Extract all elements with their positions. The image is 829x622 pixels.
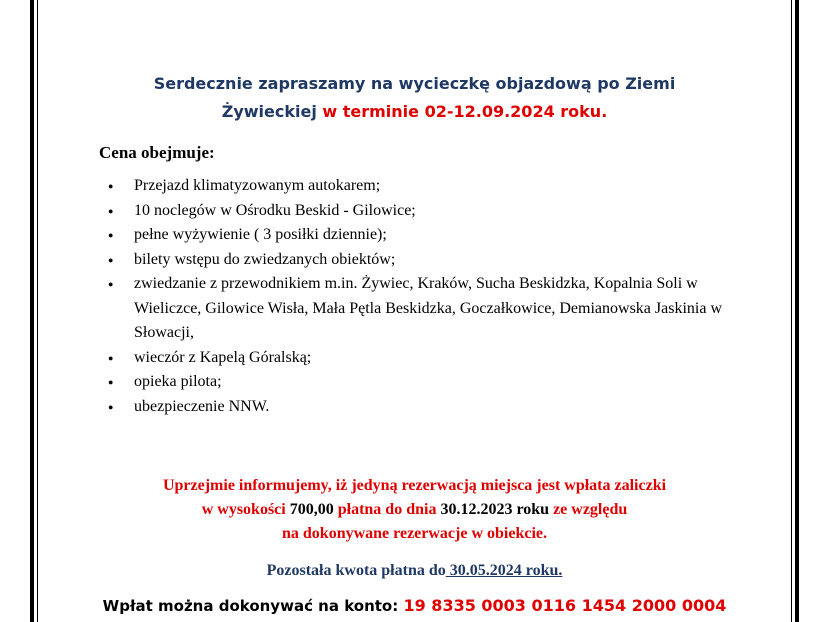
remaining-payment-text: Pozostała kwota płatna do [266,562,446,579]
invitation-heading-line2 [40,98,789,126]
reservation-notice-line1: Uprzejmie informujemy, iż jedyną rezerwacją miejsca jest wpłata zaliczki [162,477,667,494]
reservation-notice-line2 [40,498,789,522]
list-item: ● wieczór z Kapelą Góralską; [108,346,748,371]
deposit-deadline-prefix: płatna do dnia [333,501,441,518]
deposit-deadline-suffix: roku [512,501,550,518]
right-border-thick [795,0,799,622]
left-border-thin [37,0,38,622]
reservation-reason: ze względu [549,501,628,518]
bank-account-number: 19 8335 0003 0116 1454 2000 0004 [403,596,727,615]
invitation-heading-line1: Serdecznie zapraszamy na wycieczkę objazdową po Ziemi [153,74,676,93]
bank-account-line [40,593,789,619]
reservation-notice-line3: na dokonywane rezerwacje w obiekcie. [282,525,547,542]
invitation-region: Żywieckiej [221,102,317,121]
list-item: ● 10 noclegów w Ośrodku Beskid - Gilowice; [108,199,748,224]
trip-dates: w terminie 02-12.09.2024 roku. [316,102,608,121]
deposit-amount: 700,00 [289,501,334,518]
list-item: ● opieka pilota; [108,370,748,395]
left-border-thick [30,0,34,622]
list-item: ● pełne wyżywienie ( 3 posiłki dziennie); [108,223,748,248]
list-item: ● Przejazd klimatyzowanym autokarem; [108,174,748,199]
remaining-payment-date: 30.05.2024 roku. [445,562,563,579]
list-item: ● zwiedzanie z przewodnikiem m.in. Żywiec, Kraków, Sucha Beskidzka, Kopalnia Soli w Wieliczce, Gilowice Wisła, Mała Pętla Beskidzka, Goczałkowice, Demianowska Jaskinia w Słowacji, [108,272,748,346]
deposit-deadline: 30.12.2023 [440,501,513,518]
price-includes-label: Cena obejmuje: [99,143,215,162]
list-item: ● bilety wstępu do zwiedzanych obiektów; [108,248,748,273]
list-item: ● ubezpieczenie NNW. [108,395,748,420]
price-includes-list [108,174,748,419]
right-border-thin [791,0,792,622]
deposit-amount-prefix: w wysokości [201,501,290,518]
remaining-payment-line [40,559,789,583]
bank-account-label: Wpłat można dokonywać na konto: [102,597,404,615]
